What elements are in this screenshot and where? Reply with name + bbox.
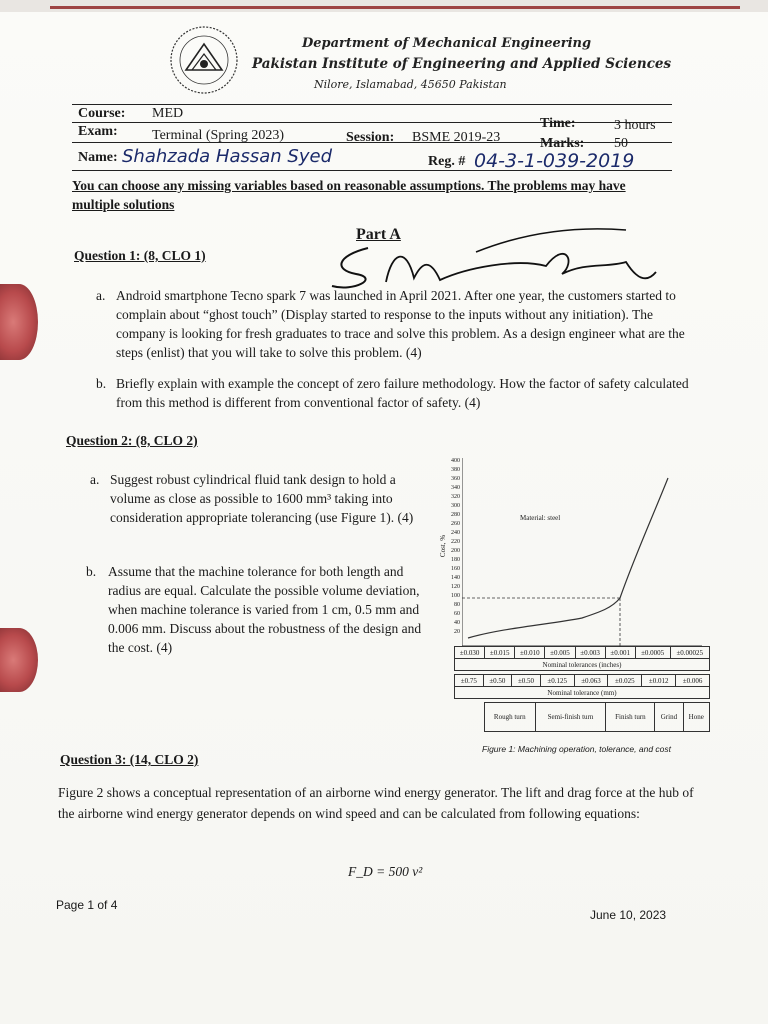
mm-tolerance-row: [455, 675, 710, 687]
instructions-note: [72, 176, 682, 214]
marks-label: Marks:: [540, 136, 585, 151]
inch-tolerance-cell: ±0.0005: [635, 647, 670, 659]
y-tick-label: 260: [451, 521, 460, 527]
operation-cell: Semi-finish turn: [535, 703, 606, 732]
q2a-marker: a.: [90, 472, 100, 487]
inch-tolerance-label: Nominal tolerances (inches): [455, 659, 710, 671]
y-tick-label: 140: [451, 575, 460, 581]
q2a-text: Suggest robust cylindrical fluid tank design to hold a volume as close as possible to 1600 mm³ taking into consideration appropriate tolerancing (use Figure 1). (4): [110, 472, 414, 525]
institute-address: Nilore, Islamabad, 45650 Pakistan: [314, 78, 507, 91]
figure-1-caption: Figure 1: Machining operation, tolerance, and cost: [482, 744, 672, 754]
y-tick-label: 340: [451, 485, 460, 491]
inch-tolerance-cell: ±0.001: [605, 647, 635, 659]
q3-equation: F_D = 500 v²: [348, 864, 423, 879]
finger-shadow-top: [0, 284, 38, 360]
session-label: Session:: [346, 130, 395, 145]
figure-1: [440, 458, 720, 758]
exam-value: Terminal (Spring 2023): [152, 128, 284, 143]
y-tick-label: 380: [451, 467, 460, 473]
inch-tolerance-cell: ±0.005: [545, 647, 575, 659]
y-tick-label: 20: [454, 629, 460, 635]
y-tick-label: 80: [454, 602, 460, 608]
y-tick-label: 360: [451, 476, 460, 482]
page-number: Page 1 of 4: [56, 898, 118, 912]
page-top-rule: [50, 6, 740, 9]
cost-curve: [468, 478, 668, 638]
operation-cell: Hone: [683, 703, 709, 732]
course-label: Course:: [78, 106, 126, 121]
part-title: Part A: [356, 226, 401, 243]
mm-tolerance-cell: ±0.012: [642, 675, 676, 687]
reg-label: Reg. #: [428, 154, 466, 169]
y-tick-label: 60: [454, 611, 460, 617]
course-value: MED: [152, 106, 184, 121]
exam-info-table: [72, 104, 672, 176]
y-tick-label: 180: [451, 557, 460, 563]
inch-tolerance-table: [454, 646, 710, 671]
mm-tolerance-cell: ±0.50: [483, 675, 512, 687]
inch-tolerance-cell: ±0.010: [515, 647, 545, 659]
y-tick-label: 40: [454, 620, 460, 626]
y-tick-label: 280: [451, 512, 460, 518]
y-tick-label: 400: [451, 458, 460, 464]
operations-row: [485, 703, 710, 732]
mm-tolerance-cell: ±0.063: [574, 675, 608, 687]
y-tick-label: 160: [451, 566, 460, 572]
operation-cell: Finish turn: [606, 703, 655, 732]
inch-tolerance-cell: ±0.015: [485, 647, 515, 659]
operation-cell: Grind: [655, 703, 683, 732]
y-tick-label: 200: [451, 548, 460, 554]
q1b-text: Briefly explain with example the concept of zero failure methodology. How the factor of safety calculated from this method is different from conventional factor of safety. (4): [116, 376, 689, 410]
marks-value: 50: [614, 136, 628, 151]
name-label: Name:: [78, 150, 118, 165]
instructions-line-1: You can choose any missing variables based on reasonable assumptions. The problems may have: [72, 178, 626, 193]
mm-tolerance-cell: ±0.006: [676, 675, 710, 687]
mm-tolerance-cell: ±0.75: [455, 675, 484, 687]
y-tick-label: 220: [451, 539, 460, 545]
y-axis-label: Cost, %: [439, 534, 448, 558]
inch-tolerance-cell: ±0.030: [455, 647, 485, 659]
mm-tolerance-label: Nominal tolerance (mm): [455, 687, 710, 699]
y-tick-label: 240: [451, 530, 460, 536]
exam-date: June 10, 2023: [590, 908, 667, 922]
institute-name: Pakistan Institute of Engineering and Applied Sciences: [252, 56, 672, 72]
name-handwritten: Shahzada Hassan Syed: [122, 146, 332, 167]
inch-tolerance-row: [455, 647, 710, 659]
q1b-marker: b.: [96, 376, 107, 391]
question-2-heading: Question 2: (8, CLO 2): [66, 433, 198, 448]
operations-table: [484, 702, 710, 732]
question-3-heading: Question 3: (14, CLO 2): [60, 752, 199, 767]
material-label: Material: steel: [520, 514, 561, 522]
q1a-marker: a.: [96, 288, 106, 303]
q1a-text: Android smartphone Tecno spark 7 was launched in April 2021. After one year, the customers started to complain about “ghost touch” (Display started to response to the inputs without any initiation). The company is looking for fresh graduates to trace and solve this problem. As a design engineer what are the steps (enlist) that you will take to solve this problem. (4): [116, 288, 685, 360]
y-tick-label: 320: [451, 494, 460, 500]
y-tick-label: 120: [451, 584, 460, 590]
finger-shadow-bottom: [0, 628, 38, 692]
institute-logo-icon: [168, 24, 240, 96]
inch-tolerance-cell: ±0.003: [575, 647, 605, 659]
q3-text: Figure 2 shows a conceptual representation of an airborne wind energy generator. The lift and drag force at the hub of the airborne wind energy generator depends on wind speed and can be calculated from following equations:: [58, 785, 694, 821]
inch-tolerance-cell: ±0.00025: [670, 647, 709, 659]
y-tick-label: 300: [451, 503, 460, 509]
mm-tolerance-table: [454, 674, 710, 699]
operation-cell: Rough turn: [485, 703, 536, 732]
reg-handwritten: 04-3-1-039-2019: [474, 150, 635, 172]
session-value: BSME 2019-23: [412, 130, 501, 145]
instructions-line-2: multiple solutions: [72, 197, 175, 212]
mm-tolerance-cell: ±0.50: [512, 675, 541, 687]
mm-tolerance-cell: ±0.125: [540, 675, 574, 687]
time-value: 3 hours: [614, 118, 656, 133]
q2b-text: Assume that the machine tolerance for both length and radius are equal. Calculate the possible volume deviation, when machine tolerance is varied from 1 cm, 0.5 mm and 0.006 mm. Discuss about the robustness of the design and the cost. (4): [108, 564, 422, 655]
exam-label: Exam:: [78, 124, 118, 139]
q2b-marker: b.: [86, 564, 97, 579]
question-1-heading: Question 1: (8, CLO 1): [74, 248, 206, 263]
time-label: Time:: [540, 116, 576, 131]
cost-curve-chart: [462, 458, 702, 648]
y-tick-label: 100: [451, 593, 460, 599]
department-name: Department of Mechanical Engineering: [302, 36, 592, 51]
mm-tolerance-cell: ±0.025: [608, 675, 642, 687]
